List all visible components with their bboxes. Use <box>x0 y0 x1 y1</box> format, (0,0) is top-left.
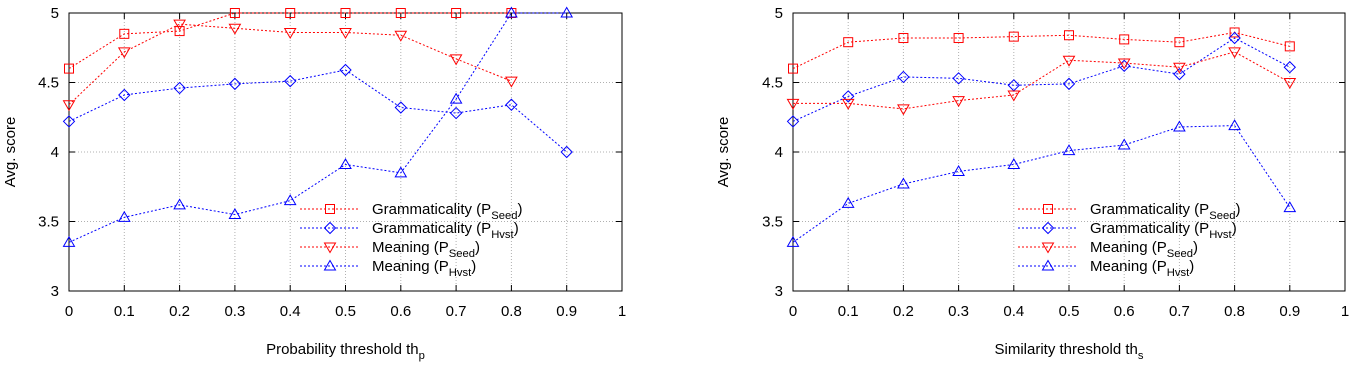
data-point <box>285 28 296 38</box>
legend-label: Meaning $(P_{Seed})$ <box>372 239 480 260</box>
legend-label: Meaning $(P_{Hvst})$ <box>1090 258 1195 279</box>
data-point <box>1008 91 1019 101</box>
x-tick-label: 0 <box>788 303 798 320</box>
legend <box>1018 201 1240 279</box>
x-tick-label: 1 <box>1340 303 1350 320</box>
x-tick-label: 0.4 <box>1003 303 1025 320</box>
data-point <box>285 76 296 87</box>
y-tick-label: 4.5 <box>762 74 783 92</box>
data-point <box>174 199 185 209</box>
series-line <box>793 38 1290 121</box>
data-point <box>451 55 462 65</box>
series-line <box>793 52 1290 109</box>
data-point <box>953 166 964 176</box>
x-tick-label: 0.7 <box>1168 303 1190 320</box>
x-axis-label: Probability threshold $th_p$ <box>266 341 425 362</box>
x-tick-label: 0.2 <box>892 303 914 320</box>
data-point <box>1174 121 1185 130</box>
series-line <box>793 32 1290 68</box>
series-4 <box>788 120 1296 246</box>
x-axis-label: Similarity threshold $th_s$ <box>994 341 1144 362</box>
series-2 <box>788 33 1296 127</box>
y-tick-label: 3 <box>50 283 59 300</box>
legend-marker <box>1043 261 1054 271</box>
data-point <box>1119 140 1130 150</box>
legend-label: Grammaticality $(P_{Hvst})$ <box>1090 220 1237 241</box>
series-3 <box>788 48 1296 114</box>
y-axis-label: Avg. score <box>2 116 19 188</box>
legend-label: Meaning $(P_{Hvst})$ <box>372 258 477 279</box>
data-point <box>1284 202 1295 212</box>
legend-marker <box>325 243 336 253</box>
legend <box>300 201 522 279</box>
y-tick-label: 5 <box>50 5 59 22</box>
x-tick-label: 0.4 <box>279 303 301 320</box>
y-tick-label: 4 <box>50 144 59 161</box>
legend-marker <box>325 261 336 271</box>
y-tick-label: 3 <box>774 283 783 300</box>
x-tick-label: 0.1 <box>113 303 135 320</box>
series-1 <box>789 28 1295 73</box>
data-point <box>1064 145 1075 155</box>
legend-label: Grammaticality $(P_{Seed})$ <box>1090 201 1241 222</box>
chart-2 <box>715 5 1349 362</box>
x-tick-label: 0.9 <box>1279 303 1301 320</box>
y-tick-label: 5 <box>774 5 783 22</box>
x-tick-label: 1 <box>617 303 627 320</box>
x-tick-label: 0.8 <box>1224 303 1246 320</box>
x-tick-label: 0.5 <box>335 303 356 320</box>
legend-label: Grammaticality $(P_{Seed})$ <box>372 201 523 222</box>
series-line <box>793 126 1290 243</box>
x-tick-label: 0 <box>64 303 74 320</box>
x-tick-label: 0.3 <box>224 303 246 320</box>
x-tick-label: 0.9 <box>556 303 578 320</box>
y-tick-label: 4 <box>774 144 783 161</box>
y-axis-label: Avg. score <box>715 116 732 188</box>
legend-label: Meaning $(P_{Seed})$ <box>1090 239 1198 260</box>
x-tick-label: 0.3 <box>948 303 970 320</box>
y-tick-label: 4.5 <box>38 74 59 92</box>
x-tick-label: 0.8 <box>500 303 522 320</box>
x-tick-label: 0.1 <box>837 303 859 320</box>
data-point <box>340 28 351 38</box>
legend-marker <box>1043 243 1054 253</box>
x-tick-label: 0.7 <box>445 303 467 320</box>
legend-label: Grammaticality $(P_{Hvst})$ <box>372 220 519 241</box>
x-tick-label: 0.6 <box>390 303 412 320</box>
data-point <box>395 31 406 41</box>
chart-1 <box>2 5 626 362</box>
y-tick-label: 3.5 <box>762 213 783 231</box>
x-tick-label: 0.6 <box>1113 303 1135 320</box>
series-2 <box>64 64 573 157</box>
data-point <box>1009 32 1018 41</box>
series-line <box>69 13 567 242</box>
x-tick-label: 0.2 <box>169 303 191 320</box>
x-tick-label: 0.5 <box>1058 303 1080 320</box>
y-tick-label: 3.5 <box>38 213 59 231</box>
